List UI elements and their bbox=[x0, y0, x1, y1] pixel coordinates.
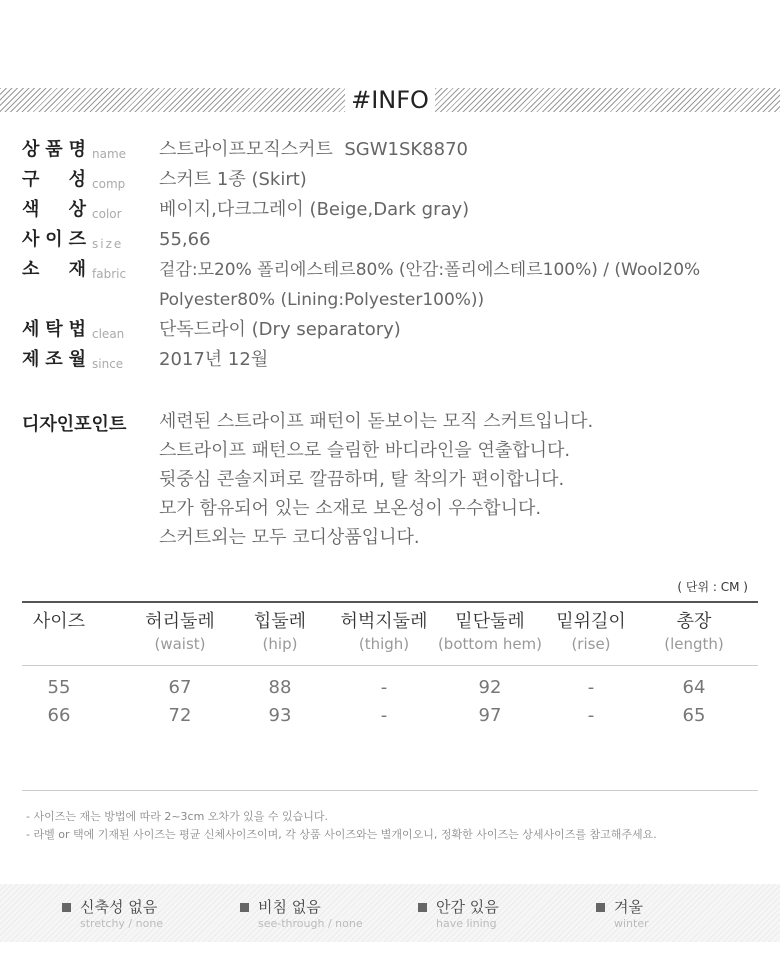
info-title-bar bbox=[0, 88, 780, 112]
feature-label: 비침 없음 bbox=[258, 898, 321, 916]
design-point-lines bbox=[159, 407, 593, 552]
table-cell: - bbox=[587, 705, 595, 726]
size-note: - 사이즈는 재는 방법에 따라 2~3cm 오차가 있을 수 있습니다. bbox=[26, 810, 329, 823]
table-row bbox=[22, 674, 758, 702]
header-cell-rise: 밑위길이 (rise) bbox=[556, 611, 626, 653]
info-key-en: name bbox=[92, 147, 127, 161]
size-unit: ( 단위 : CM ) bbox=[677, 580, 748, 594]
table-cell: 67 bbox=[168, 677, 192, 698]
table-cell: - bbox=[380, 705, 388, 726]
info-value: 스트라이프모직스커트 SGW1SK8870 bbox=[159, 139, 468, 160]
table-row bbox=[22, 702, 758, 730]
info-key: 상 품 명 bbox=[22, 139, 86, 160]
table-cell: 88 bbox=[268, 677, 292, 698]
info-key-en: fabric bbox=[92, 267, 127, 281]
table-cell: 64 bbox=[682, 677, 706, 698]
design-point-label: 디자인포인트 bbox=[22, 414, 127, 435]
table-cell: - bbox=[587, 677, 595, 698]
table-cell: 72 bbox=[168, 705, 192, 726]
table-cell: 93 bbox=[268, 705, 292, 726]
info-key: 세 탁 법 bbox=[22, 319, 86, 340]
info-key-en: color bbox=[92, 207, 122, 221]
info-key-en: comp bbox=[92, 177, 126, 191]
square-bullet-icon bbox=[62, 903, 71, 912]
table-cell: 92 bbox=[478, 677, 502, 698]
table-cell: 65 bbox=[682, 705, 706, 726]
header-cell-size: 사이즈 bbox=[32, 611, 86, 632]
feature-label-en: winter bbox=[614, 917, 649, 930]
header-cell-hip: 힙둘레 (hip) bbox=[253, 611, 307, 653]
info-value: 2017년 12월 bbox=[159, 349, 269, 370]
design-point-line: 세련된 스트라이프 패턴이 돋보이는 모직 스커트입니다. bbox=[159, 411, 594, 432]
feature-label: 안감 있음 bbox=[436, 898, 499, 916]
size-table-header bbox=[22, 603, 758, 666]
table-cell: - bbox=[380, 677, 388, 698]
square-bullet-icon bbox=[240, 903, 249, 912]
info-value: 55,66 bbox=[159, 229, 211, 250]
info-key-en: clean bbox=[92, 327, 125, 341]
info-key-en: since bbox=[92, 357, 124, 371]
info-value-cont: Polyester80% (Lining:Polyester100%)) bbox=[159, 290, 485, 310]
info-key: 구 성 bbox=[22, 169, 86, 190]
info-value: 스커트 1종 (Skirt) bbox=[159, 169, 307, 190]
header-cell-waist: 허리둘레 (waist) bbox=[145, 611, 215, 653]
table-bottom-divider bbox=[22, 790, 758, 791]
table-cell: 97 bbox=[478, 705, 502, 726]
info-key: 소 재 bbox=[22, 259, 86, 280]
feature-label: 신축성 없음 bbox=[80, 898, 158, 916]
feature-label-en: see-through / none bbox=[258, 917, 363, 930]
feature-label-en: have lining bbox=[436, 917, 497, 930]
size-note: - 라벨 or 택에 기재된 사이즈는 평균 신체사이즈이며, 각 상품 사이즈와는 별개이오니, 정확한 사이즈는 상세사이즈를 참고해주세요. bbox=[26, 828, 657, 841]
square-bullet-icon bbox=[418, 903, 427, 912]
info-value: 단독드라이 (Dry separatory) bbox=[159, 319, 401, 340]
table-cell: 55 bbox=[47, 677, 71, 698]
header-cell-thigh: 허벅지둘레 (thigh) bbox=[340, 611, 428, 653]
info-value: 베이지,다크그레이 (Beige,Dark gray) bbox=[159, 199, 470, 220]
design-point-line: 모가 함유되어 있는 소재로 보온성이 우수합니다. bbox=[159, 498, 542, 519]
section-title: #INFO bbox=[345, 88, 435, 112]
info-key: 제 조 월 bbox=[22, 349, 86, 370]
info-key: 사 이 즈 bbox=[22, 229, 86, 250]
design-point-line: 뒷중심 콘솔지퍼로 깔끔하며, 탈 착의가 편이합니다. bbox=[159, 469, 565, 490]
design-point-line: 스트라이프 패턴으로 슬림한 바디라인을 연출합니다. bbox=[159, 440, 571, 461]
feature-label-en: stretchy / none bbox=[80, 917, 164, 930]
feature-label: 겨울 bbox=[614, 898, 643, 916]
feature-bar bbox=[0, 884, 780, 942]
info-key-en: size bbox=[92, 237, 124, 251]
info-key: 색 상 bbox=[22, 199, 86, 220]
table-cell: 66 bbox=[47, 705, 71, 726]
header-cell-length: 총장 (length) bbox=[664, 611, 724, 653]
design-point-line: 스커트외는 모두 코디상품입니다. bbox=[159, 527, 420, 548]
header-cell-bottom-hem: 밑단둘레 (bottom hem) bbox=[437, 611, 543, 653]
size-table bbox=[22, 601, 758, 730]
square-bullet-icon bbox=[596, 903, 605, 912]
info-value: 겉감:모20% 폴리에스테르80% (안감:폴리에스테르100%) / (Wool20% bbox=[159, 260, 701, 280]
